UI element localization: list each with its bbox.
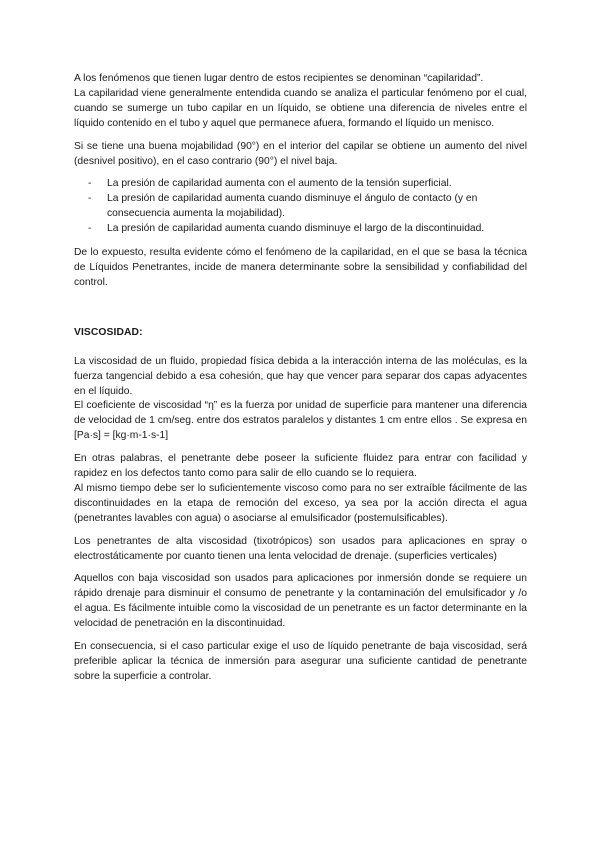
document-page	[74, 72, 527, 693]
list-item-text: La presión de capilaridad aumenta con el aumento de la tensión superficial.	[107, 178, 452, 190]
capillarity-list	[74, 177, 527, 237]
viscosity-paragraph-7: En consecuencia, si el caso particular exige el uso de líquido penetrante de baja viscosidad, será preferible aplicar la técnica de inmersión para asegurar una suficiente cantidad de penetrante sobre la superficie a controlar.	[74, 641, 527, 682]
dash-bullet: -	[88, 178, 92, 190]
viscosity-paragraph-6: Aquellos con baja viscosidad son usados para aplicaciones por inmersión donde se requiere un rápido drenaje para disminuir el consumo de penetrante y la contaminación del emulsificador y /o el agua. Es fácilmente intuible como la viscosidad de un penetrante es un factor determinante en la velocidad de penetración en la discontinuidad.	[74, 573, 527, 630]
dash-bullet: -	[88, 193, 92, 205]
intro-paragraph-1: A los fenómenos que tienen lugar dentro de estos recipientes se denominan “capilaridad”.	[74, 73, 484, 84]
viscosity-paragraph-1: La viscosidad de un fluido, propiedad física debida a la interacción interna de las moléculas, es la fuerza tangencial debido a esa cohesión, que hay que vencer para separar dos capas adyacentes en el líquido.	[74, 355, 527, 397]
viscosity-paragraph-5: Los penetrantes de alta viscosidad (tixotrópicos) son usados para aplicaciones en spray o electrostáticamente por cuanto tienen una lenta velocidad de drenaje. (superficies verticales)	[74, 535, 527, 562]
intro-paragraph-3: Si se tiene una buena mojabilidad (90°) en el interior del capilar se obtiene un aumento del nivel (desnivel positivo), en el caso contrario (90°) el nivel baja.	[74, 140, 527, 167]
viscosity-paragraph-2: El coeficiente de viscosidad “η” es la fuerza por unidad de superficie para mantener una diferencia de velocidad de 1 cm/seg. entre dos estratos paralelos y distantes 1 cm entre ellos . Se expresa en [Pa·s] = [kg·m-1·s-1]	[74, 400, 527, 442]
list-item	[88, 192, 527, 222]
viscosity-paragraph-3: En otras palabras, el penetrante debe poseer la suficiente fluidez para entrar con facilidad y rapidez en los defectos tanto como para salir de ello cuando se lo requiera.	[74, 453, 527, 480]
list-item	[88, 177, 527, 192]
list-item-text: La presión de capilaridad aumenta cuando disminuye el largo de la discontinuidad.	[107, 223, 485, 235]
intro-paragraph-2: La capilaridad viene generalmente entendida cuando se analiza el particular fenómeno por el cual, cuando se sumerge un tubo capilar en un líquido, se obtiene una diferencia de niveles entre el líquido contenido en el tubo y aquel que permanece afuera, formando el líquido un menisco.	[74, 87, 527, 129]
list-item	[88, 222, 527, 237]
viscosity-paragraph-4: Al mismo tiempo debe ser lo suficientemente viscoso como para no ser extraíble fácilmente de las discontinuidades en la etapa de remoción del exceso, ya sea por la acción directa el agua (penetrantes lavables con agua) o asociarse al emulsificador (postemulsificables).	[74, 482, 527, 524]
viscosity-heading: VISCOSIDAD:	[74, 326, 143, 338]
list-item-text: La presión de capilaridad aumenta cuando disminuye el ángulo de contacto (y en consecuencia aumenta la mojabilidad).	[107, 193, 478, 220]
dash-bullet: -	[88, 223, 92, 235]
conclusion-paragraph: De lo expuesto, resulta evidente cómo el fenómeno de la capilaridad, en el que se basa la técnica de Líquidos Penetrantes, incide de manera determinante sobre la sensibilidad y confiabilidad del control.	[74, 247, 527, 288]
